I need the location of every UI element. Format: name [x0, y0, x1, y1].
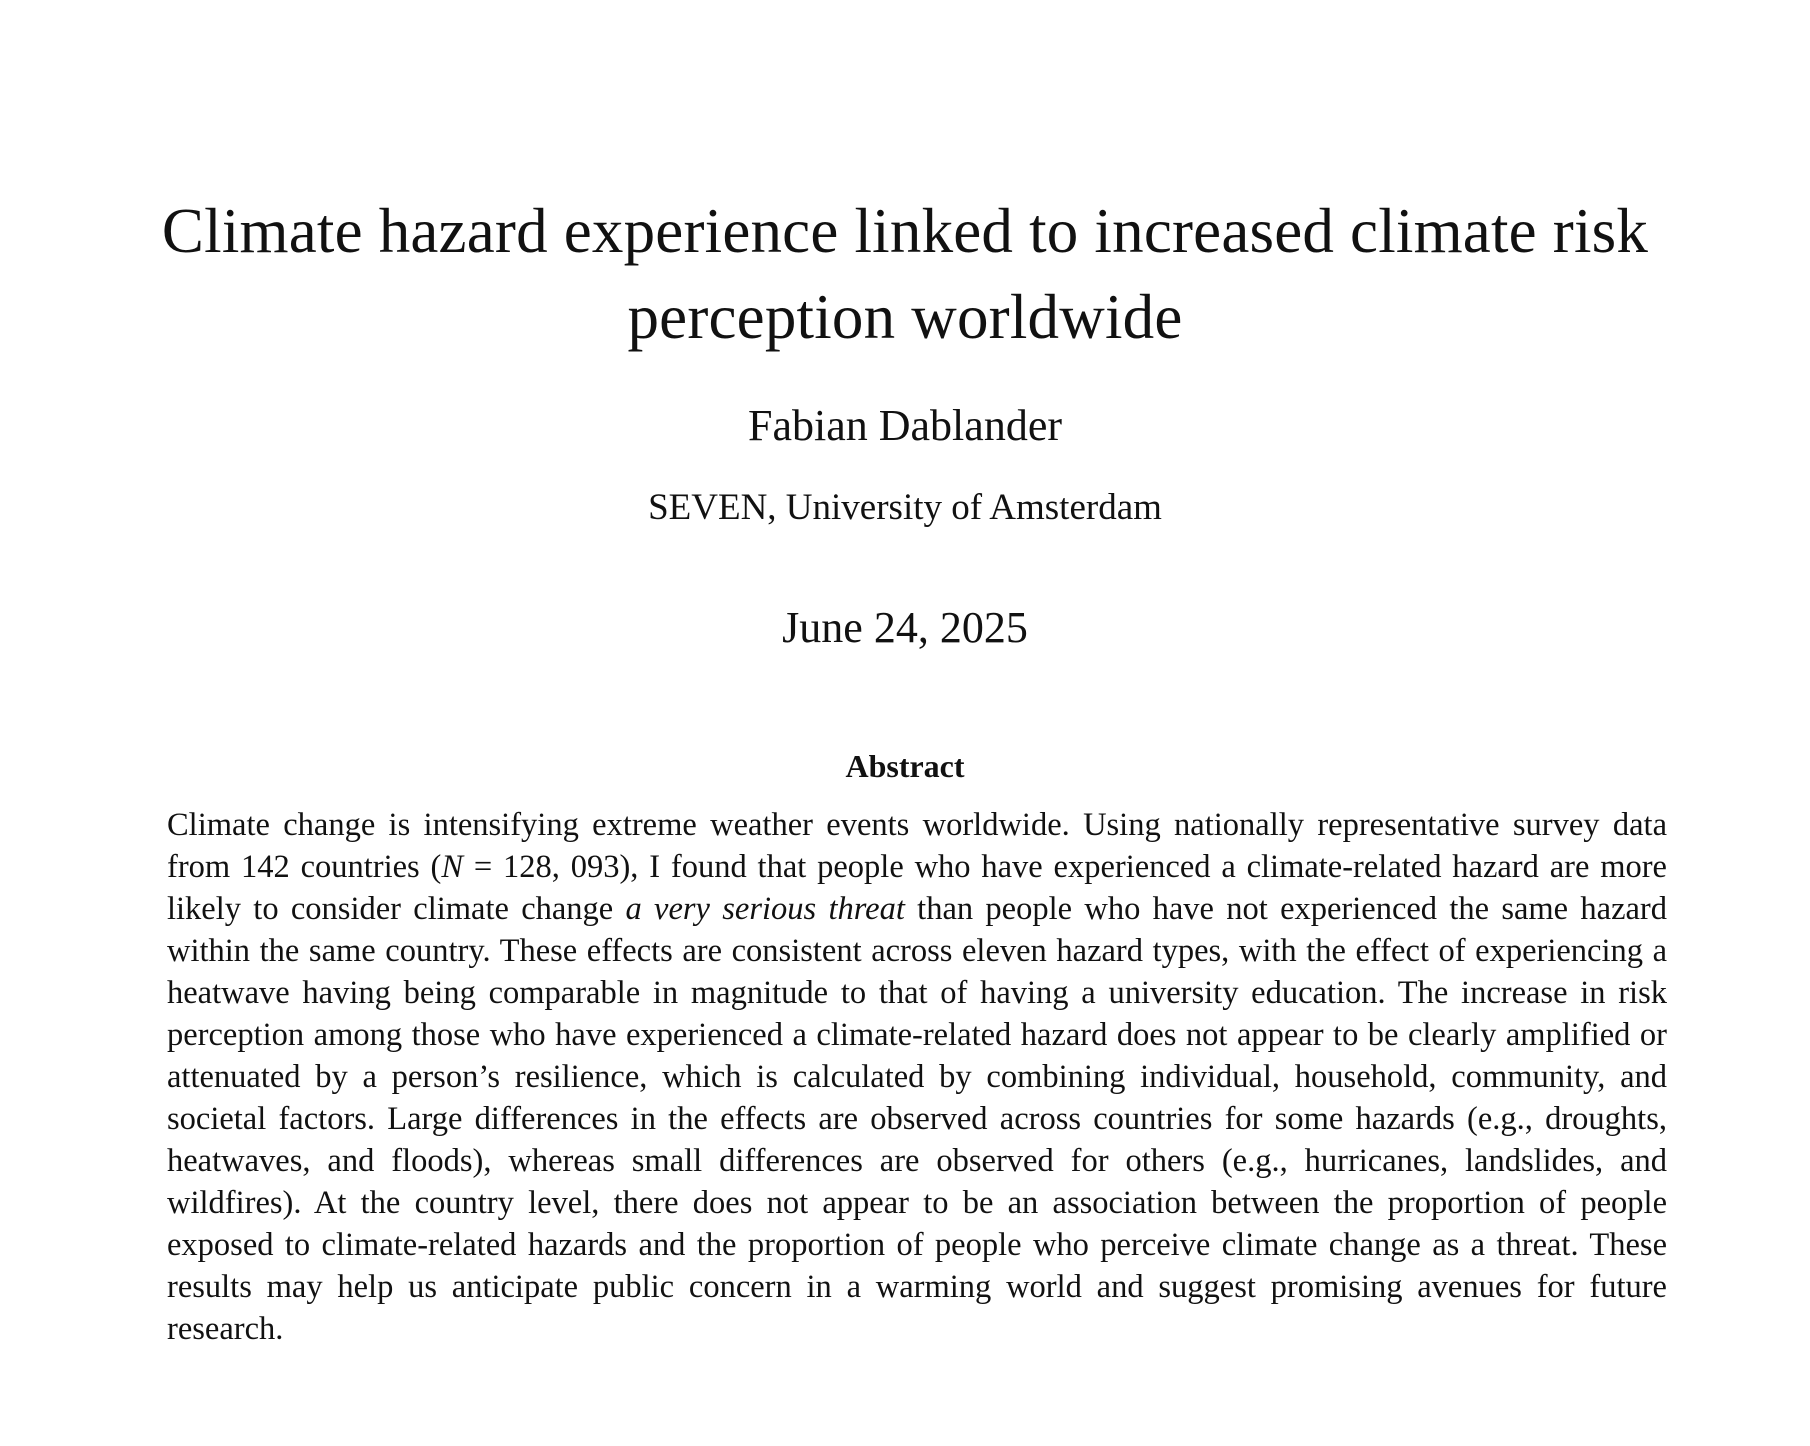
- abstract-body: [167, 804, 1667, 1350]
- sample-size-symbol: N: [441, 849, 464, 885]
- publication-date: June 24, 2025: [782, 603, 1028, 652]
- abstract-emphasis: a very serious threat: [625, 891, 905, 927]
- paper-title: Climate hazard experience linked to increased climate risk perception worldwide: [161, 196, 1649, 352]
- abstract-text-part-2: ), I found that people who have experienced a climate-related hazard are more likely to consider climate change: [167, 849, 1667, 927]
- author-affiliation: SEVEN, University of Amsterdam: [648, 487, 1162, 528]
- abstract-heading: Abstract: [845, 748, 965, 784]
- abstract-text-part-1: Climate change is intensifying extreme weather events worldwide. Using nationally representative survey data from 142 countries (: [167, 807, 1667, 885]
- sample-size-value: = 128, 093: [463, 849, 620, 885]
- author-name: Fabian Dablander: [748, 401, 1062, 450]
- abstract-text-part-3: than people who have not experienced the same hazard within the same country. These effects are consistent across eleven hazard types, with the effect of experiencing a heatwave having being comparable in magnitude to that of having a university education. The increase in risk perception among those who have experienced a climate-related hazard does not appear to be clearly amplified or attenuated by a person’s resilience, which is calculated by combining individual, household, community, and societal factors. Large differences in the effects are observed across countries for some hazards (e.g., droughts, heatwaves, and floods), whereas small differences are observed for others (e.g., hurricanes, landslides, and wildfires). At the country level, there does not appear to be an association between the proportion of people exposed to climate-related hazards and the proportion of people who perceive climate change as a threat. These results may help us anticipate public concern in a warming world and suggest promising avenues for future research.: [167, 891, 1667, 1347]
